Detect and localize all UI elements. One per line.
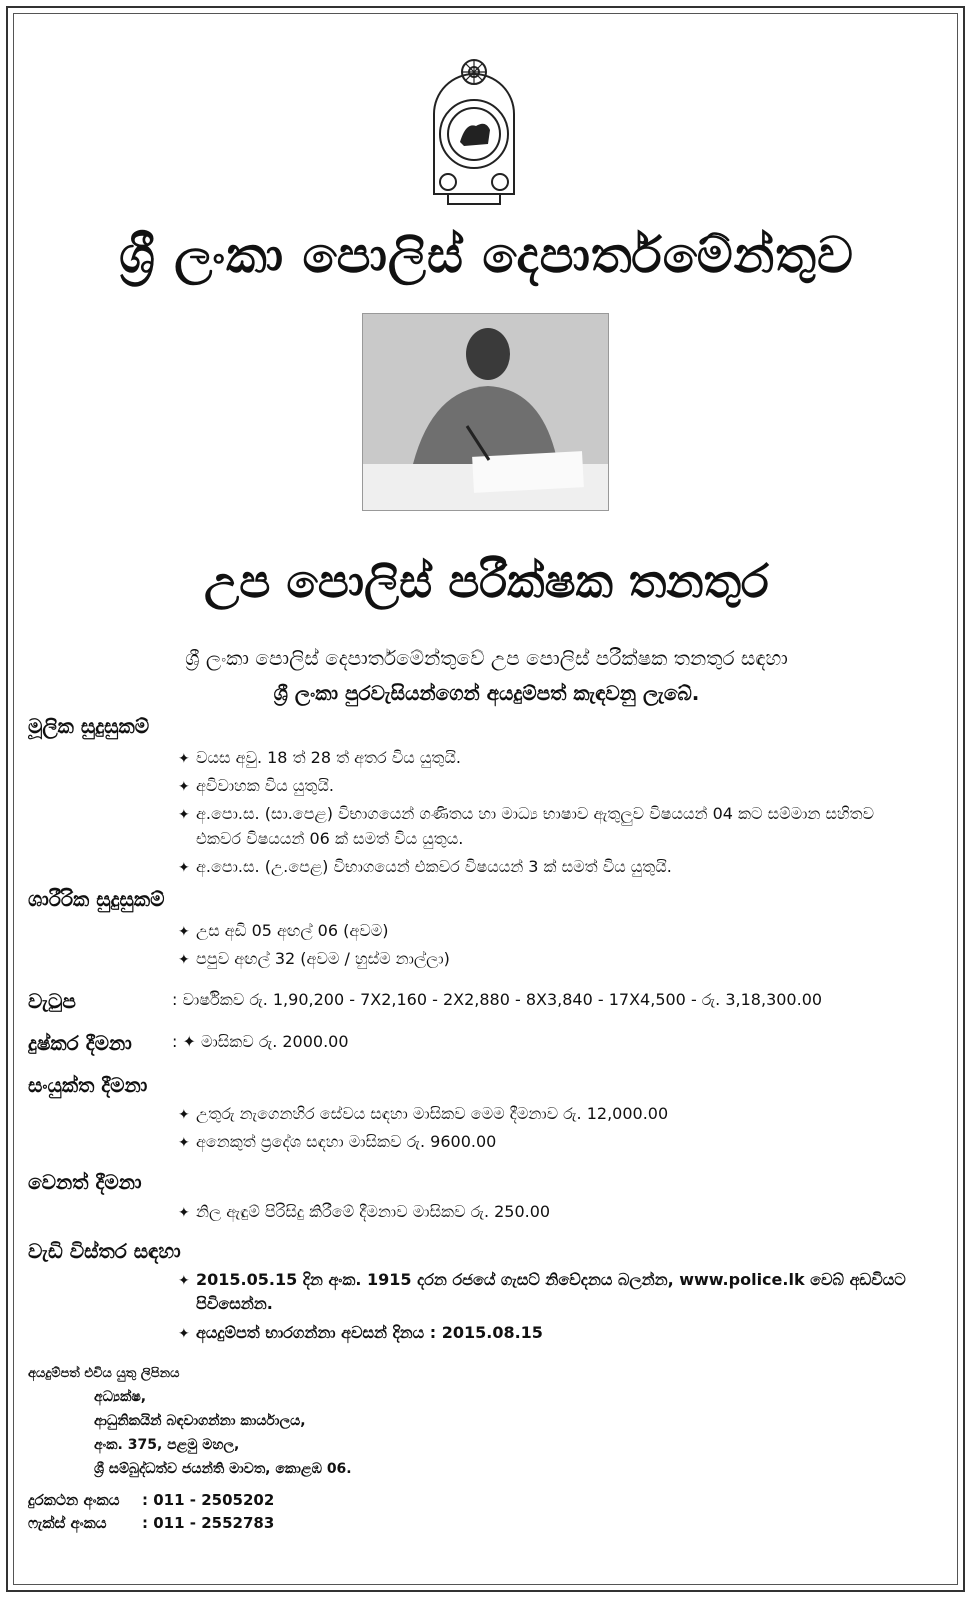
star-bullet-icon: ✦: [178, 952, 190, 968]
salary-value: : වාර්ෂිකව රු. 1,90,200 - 7X2,160 - 2X2,880 - 8X3,840 - 17X4,500 - රු. 3,18,300.00: [172, 990, 823, 1009]
star-bullet-icon: ✦: [178, 807, 190, 823]
star-bullet-icon: ✦: [178, 1273, 190, 1289]
intro-line-1: ශ්‍රී ලංකා පොලිස් දෙපාර්තමේන්තුවේ උප පොලිස් පරීක්ෂක තනතුර සඳහා: [185, 646, 788, 670]
fax-number: : 011 - 2552783: [142, 1514, 275, 1532]
list-item: ✦ වයස අවු. 18 ත් 28 ත් අතර විය යුතුයි.: [178, 744, 948, 773]
hardship-allowance-value: : ✦ මාසිකව රු. 2000.00: [172, 1032, 349, 1051]
address-line: අධ්‍යක්ෂ,: [94, 1389, 147, 1405]
star-bullet-icon: ✦: [178, 1107, 190, 1123]
phone-label: දුරකථන අංකය: [28, 1491, 120, 1509]
fax-row: [28, 1514, 275, 1532]
list-item: ✦ 2015.05.15 දින අංක. 1915 දරන රජයේ ගැසට් නිවේදනය බලන්න, www.police.lk වෙබ් අඩවියට: [178, 1266, 948, 1295]
list-item: ✦ අයදුම්පත් භාරගන්නා අවසන් දිනය : 2015.08.15: [178, 1319, 948, 1348]
hardship-allowance-label: දුෂ්කර දීමනා: [28, 1031, 132, 1055]
list-item: ✦ නිල ඇඳුම් පිරිසිදු කිරීමේ දීමනාව මාසිකව රු. 250.00: [178, 1198, 948, 1227]
list-item: ✦ අ.පො.ස. (උ.පෙළ) විභාගයෙන් එකවර විෂයයන් 3 ක් සමත් විය යුතුයි.: [178, 853, 948, 882]
list-item: ✦ අවිවාහක විය යුතුයි.: [178, 772, 948, 801]
post-title: උප පොලිස් පරීක්ෂක තනතුර: [204, 554, 769, 608]
star-bullet-icon: ✦: [178, 860, 190, 876]
phone-number: : 011 - 2505202: [142, 1491, 275, 1509]
list-item: ✦ පපුව අඟල් 32 (අවම / හුස්ම නාල්ලා): [178, 945, 948, 974]
star-bullet-icon: ✦: [178, 751, 190, 767]
list-item-continuation: පිවිසෙන්න.: [196, 1294, 273, 1313]
star-bullet-icon: ✦: [178, 1135, 190, 1151]
star-bullet-icon: ✦: [178, 1205, 190, 1221]
phone-row: [28, 1491, 275, 1509]
address-line: ශ්‍රී සම්බුද්ධත්ව ජයන්ති මාවත, කොළඹ 06.: [94, 1461, 352, 1477]
basic-qualifications-heading: මූලික සුදුසුකම්: [28, 714, 150, 738]
list-item: ✦ උතුරු නැගෙනහිර සේවය සඳහා මාසිකව මෙම දීමනාව රු. 12,000.00: [178, 1100, 948, 1129]
department-title: ශ්‍රී ලංකා පොලිස් දෙපාර්තමේන්තුව: [119, 226, 854, 284]
other-allowance-heading: වෙනත් දීමනා: [28, 1170, 142, 1194]
physical-qualifications-heading: ශාරීරික සුදුසුකම්: [28, 887, 165, 911]
list-item: ✦ අ.පො.ස. (සා.පෙළ) විභාගයෙන් ගණිතය හා මාධ්‍ය භාෂාව ඇතුලුව විෂයයන් 04 කට සම්මාන සහිතව: [178, 800, 948, 829]
list-item-continuation: එකවර විෂයයන් 06 ක් සමත් විය යුතුය.: [196, 829, 464, 848]
address-line: අංක. 375, පළමු මහල,: [94, 1437, 240, 1453]
list-item: ✦ අනෙකුත් ප්‍රදේශ සඳහා මාසිකව රු. 9600.00: [178, 1128, 948, 1157]
mailing-address-label: අයදුම්පත් එවිය යුතු ලිපිනය: [28, 1366, 180, 1381]
officer-photo: [362, 313, 609, 511]
address-line: ආධුනිකයින් බඳවාගන්නා කාර්යාලය,: [94, 1413, 306, 1429]
intro-line-2: ශ්‍රී ලංකා පුරවැසියන්ගෙන් අයදුම්පත් කැඳවනු ලැබේ.: [273, 681, 700, 705]
sri-lanka-emblem-icon: [420, 44, 528, 208]
star-bullet-icon: ✦: [178, 779, 190, 795]
salary-label: වැටුප: [28, 989, 76, 1013]
star-bullet-icon: ✦: [178, 924, 190, 940]
combined-allowance-heading: සංයුක්ත දීමනා: [28, 1073, 148, 1097]
more-details-heading: වැඩි විස්තර සඳහා: [28, 1239, 181, 1263]
star-bullet-icon: ✦: [178, 1326, 190, 1342]
list-item: ✦ උස අඩි 05 අඟල් 06 (අවම): [178, 917, 948, 946]
fax-label: ෆැක්ස් අංකය: [28, 1514, 107, 1532]
